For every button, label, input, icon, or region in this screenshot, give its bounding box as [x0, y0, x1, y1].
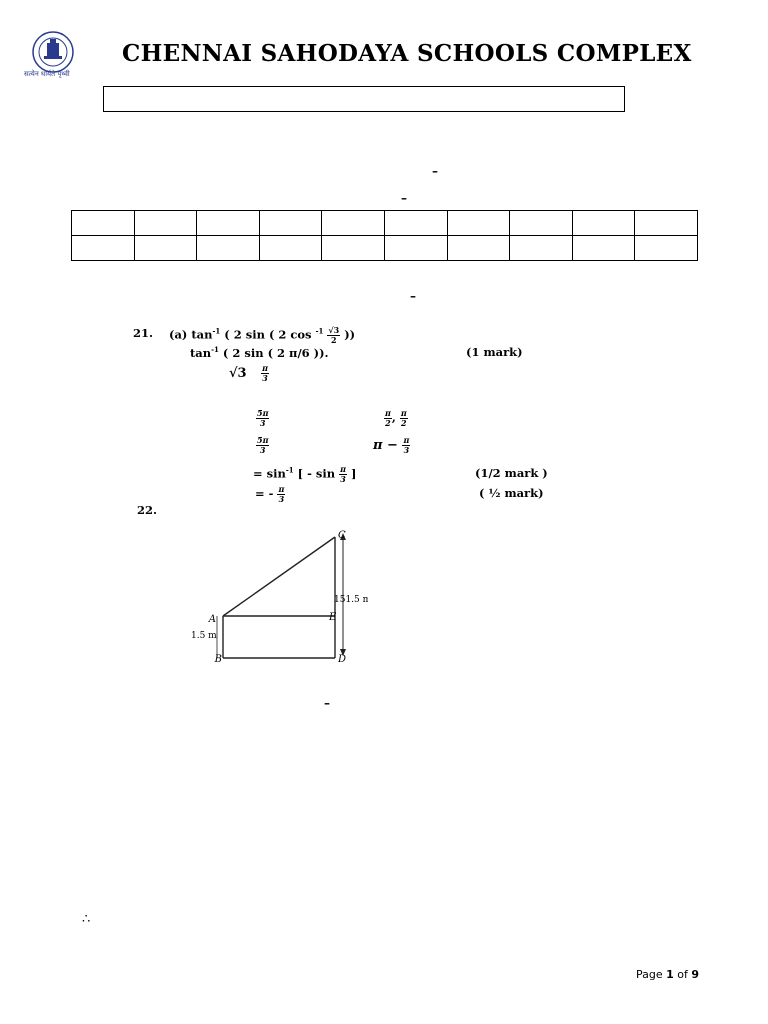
dash-mark: – — [410, 289, 416, 303]
logo-motto: सत्येन धार्यते पृथ्वी — [24, 70, 70, 78]
dash-mark: – — [432, 164, 438, 178]
point-label-b: B — [214, 654, 222, 665]
answer-grid — [71, 210, 698, 261]
page-footer: Page 1 of 9 — [636, 968, 700, 981]
height-label-ce: 151.5 m — [334, 595, 368, 605]
mark-label: (1/2 mark ) — [475, 466, 548, 480]
q21-range: $\frac{\pi}{2}$ , $\frac{\pi}{2}$ — [385, 408, 407, 428]
q21-line-3: √3 $\frac{\pi}{3}$ — [229, 363, 268, 383]
tower-diagram — [188, 528, 368, 668]
page-title: CHENNAI SAHODAYA SCHOOLS COMPLEX — [122, 40, 692, 67]
dash-mark: – — [401, 191, 407, 205]
mark-label: ( ½ mark) — [479, 486, 544, 500]
q21-line-6: = $\sin^{-1}$ [ - sin $\frac{\pi}{3}$ ] — [253, 464, 357, 484]
question-21-number: 21. — [133, 326, 154, 340]
q21-pi-minus: π − $\frac{\pi}{3}$ — [373, 435, 410, 455]
point-label-d: D — [338, 654, 347, 665]
therefore-symbol: ∴ — [82, 912, 91, 927]
q21-line-1: (a) $\tan^{-1}$ ( 2 sin ( 2 cos $^{-1}$ $\frac{√3}{2}$ )) — [169, 325, 356, 345]
dash-mark: – — [324, 696, 330, 710]
mark-label: (1 mark) — [466, 345, 523, 359]
point-label-a: A — [208, 614, 216, 625]
q21-line-2: $\tan^{-1}$ ( 2 sin ( 2 π/6 )). — [190, 345, 329, 360]
table-row — [72, 236, 698, 261]
q21-frac-5pi: $\frac{5\pi}{3}$ — [257, 408, 269, 428]
table-row — [72, 211, 698, 236]
q21-frac-5pi: $\frac{5\pi}{3}$ — [257, 435, 269, 455]
point-label-c: C — [338, 530, 346, 541]
height-label-ab: 1.5 m — [191, 631, 217, 641]
question-22-number: 22. — [137, 503, 158, 517]
title-box — [103, 86, 625, 112]
point-label-e: E — [329, 612, 337, 623]
q21-line-7: = - $\frac{\pi}{3}$ — [255, 484, 285, 504]
